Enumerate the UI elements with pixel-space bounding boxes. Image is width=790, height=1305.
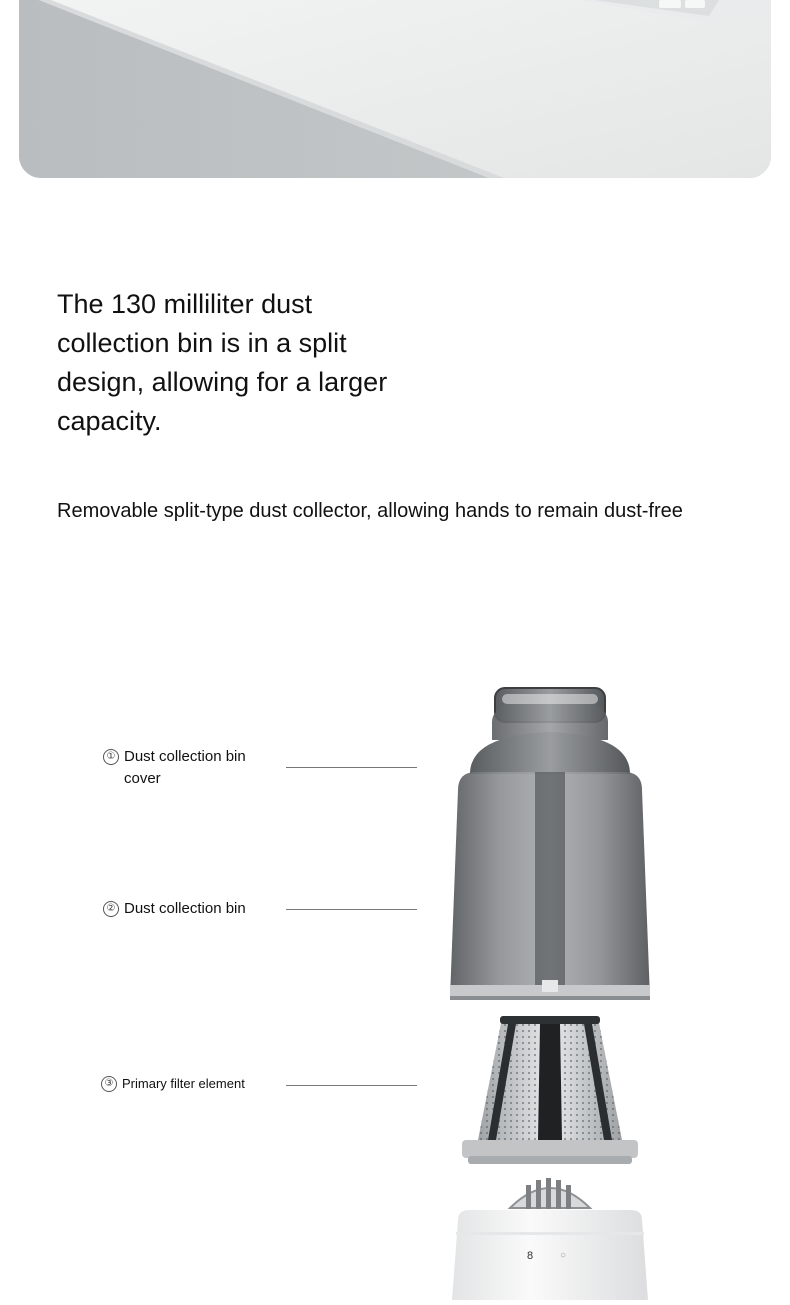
part-label-text: Primary filter element	[122, 1076, 245, 1091]
motor-housing-base	[452, 1178, 648, 1300]
hero-image	[19, 0, 771, 178]
feature-subline: Removable split-type dust collector, allowing hands to remain dust-free	[57, 500, 683, 522]
part-number: ②	[103, 901, 119, 917]
primary-filter-element	[462, 1016, 638, 1164]
lock-icon: ○	[560, 1250, 567, 1261]
part-number: ③	[101, 1076, 117, 1092]
part-label-bin-cover	[103, 746, 273, 790]
base-indicator-number: 8	[527, 1250, 534, 1262]
leader-line-bin-cover	[286, 767, 417, 768]
exploded-product-illustration	[430, 680, 670, 1300]
part-number: ①	[103, 749, 119, 765]
part-label-filter	[101, 1073, 281, 1095]
feature-headline: The 130 milliliter dust collection bin is in a split design, allowing for a larger capacity.	[57, 289, 388, 436]
leader-line-filter	[286, 1085, 417, 1086]
dust-bin-cover	[470, 688, 630, 774]
dust-bin-body	[450, 772, 650, 1000]
part-label-text: Dust collection bin	[124, 900, 246, 917]
part-label-bin	[103, 898, 283, 920]
part-label-text: Dust collection bin cover	[124, 748, 246, 787]
leader-line-bin	[286, 909, 417, 910]
laptop-on-desk-image	[19, 0, 771, 178]
